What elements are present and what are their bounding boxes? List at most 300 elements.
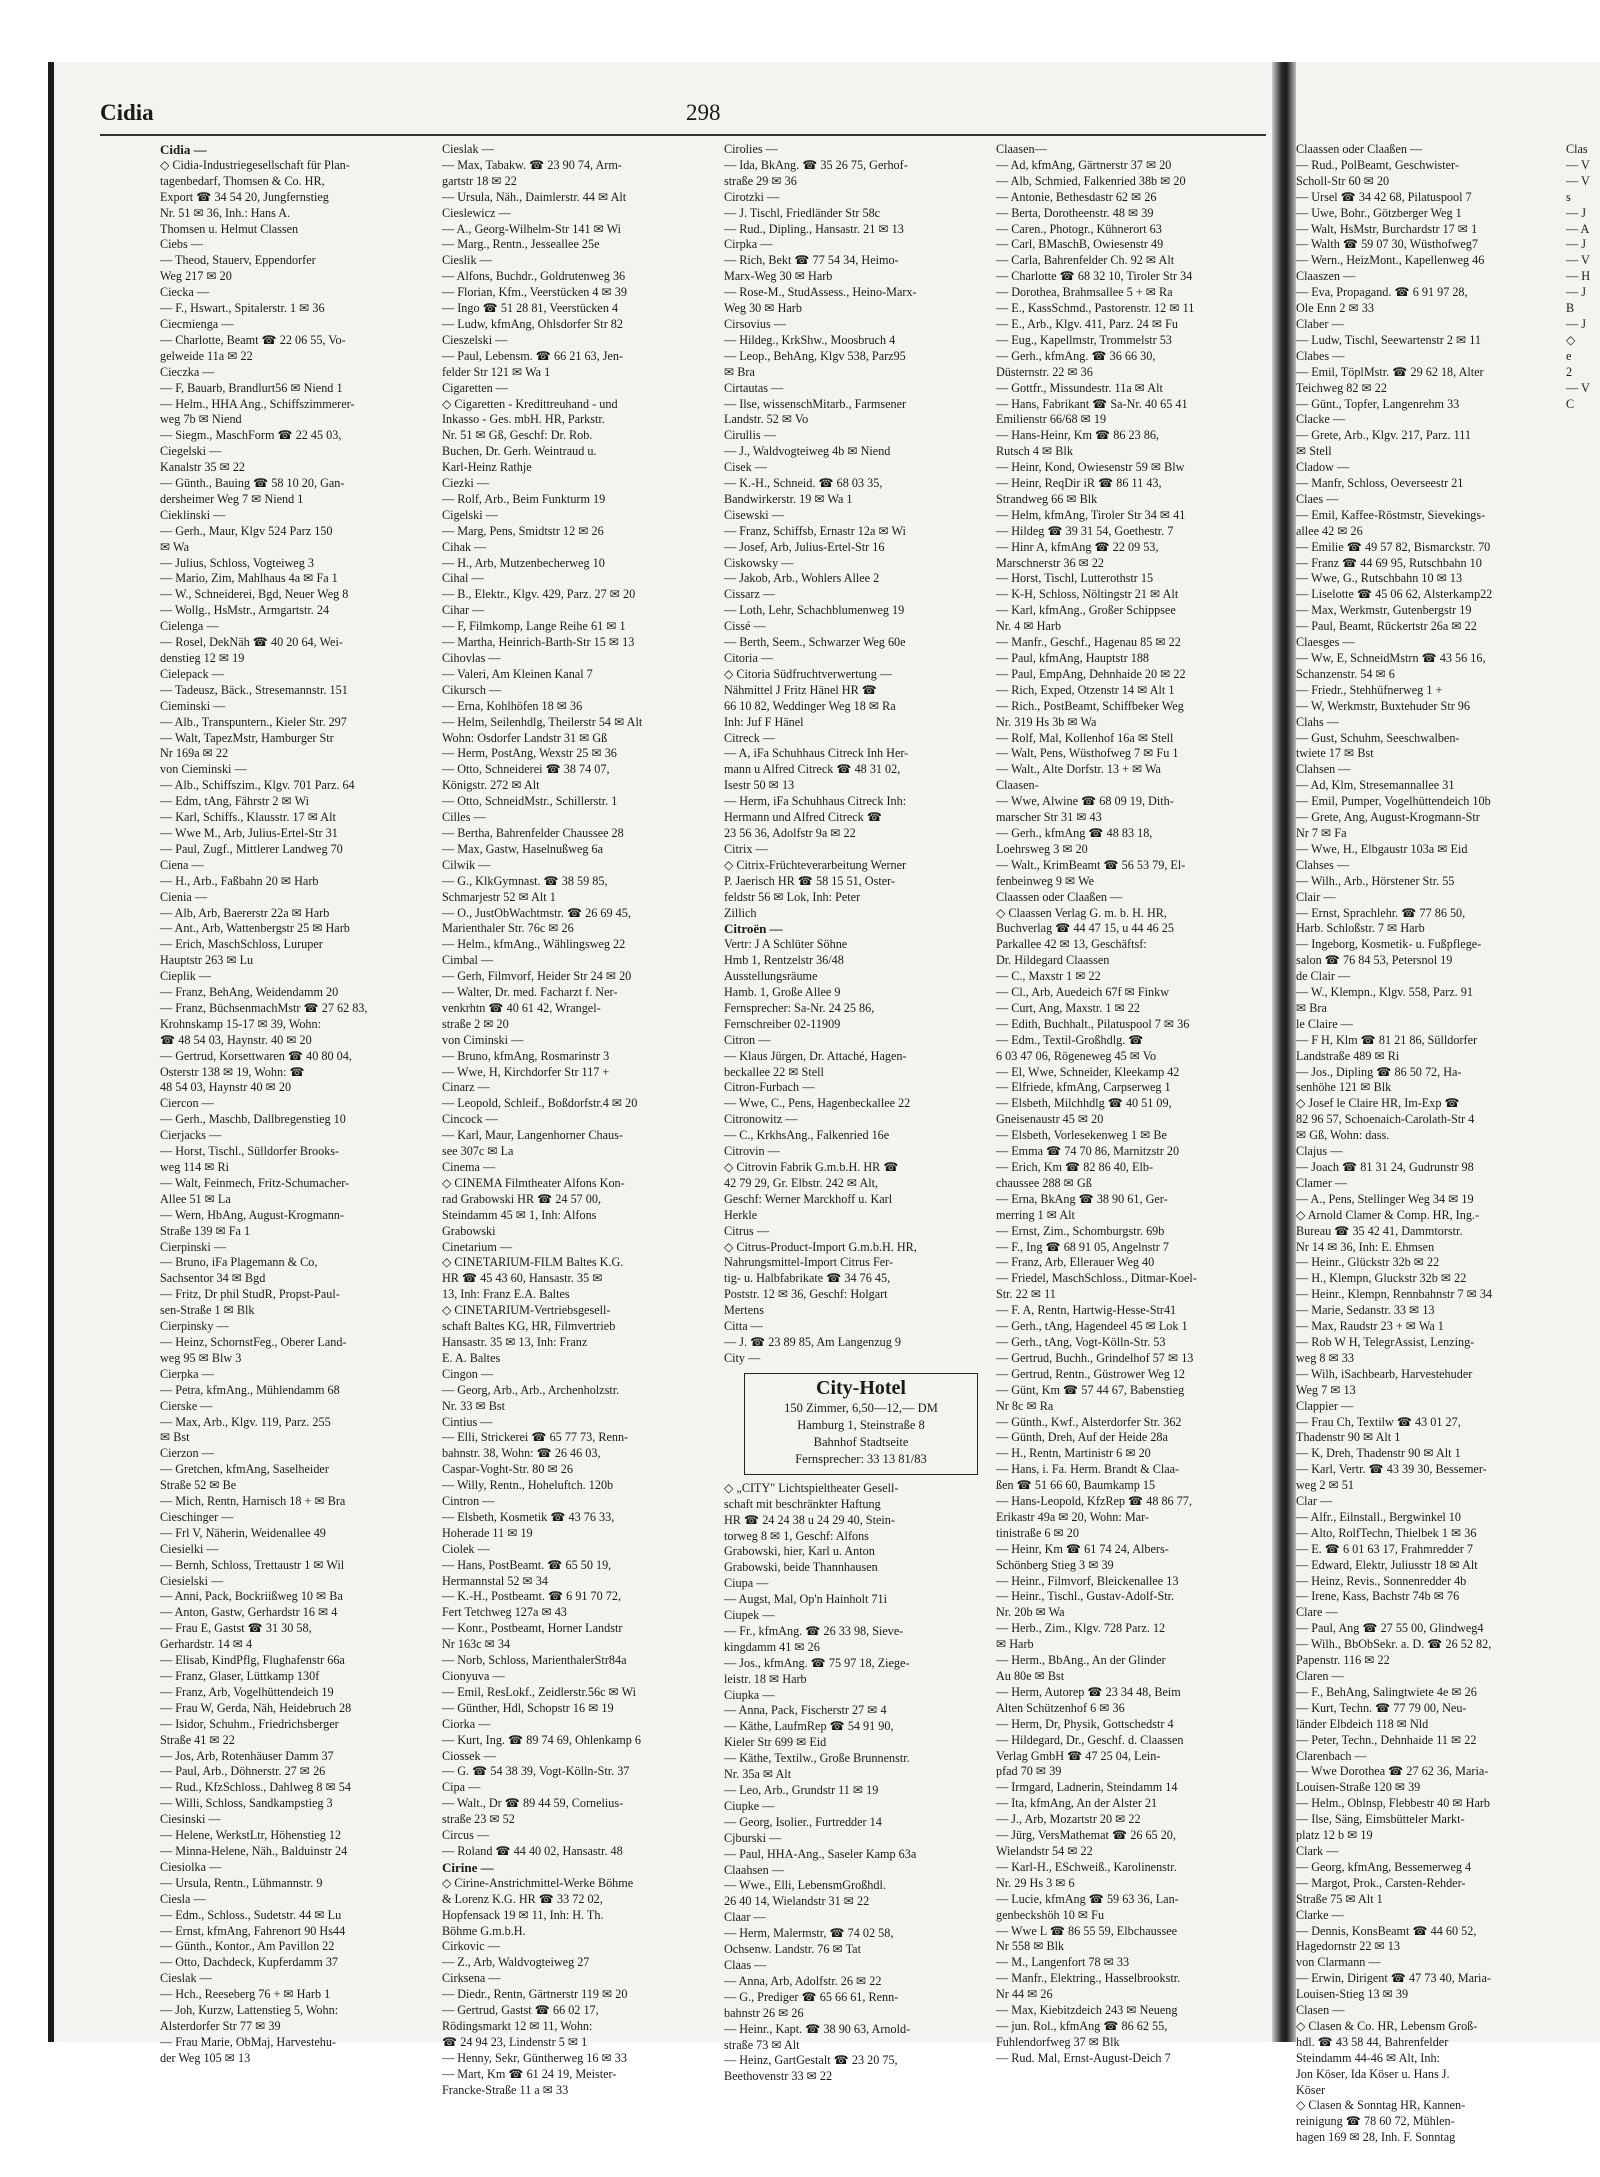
directory-entry-line: Claber — [1296,316,1344,331]
directory-entry-line: — Ernst, kfmAng, Fahrenort 90 Hs44 [160,1923,346,1938]
directory-entry-line: — Franz, BehAng, Weidendamm 20 [160,985,339,1000]
directory-entry-line: — K.-H., Schneid. ☎ 68 03 35, [724,476,883,491]
directory-entry-line: — Jürg, VersMathemat ☎ 26 65 20, [996,1828,1176,1843]
directory-entry-line: Papenstr. 116 ✉ 22 [1296,1653,1390,1668]
directory-entry-line: — Franz ☎ 44 69 95, Rutschbahn 10 [1296,555,1482,570]
directory-entry-line: — Loth, Lehr, Schachblumenweg 19 [724,603,905,618]
directory-entry-line: Cisek — [724,460,767,475]
directory-entry-line: Claes — [1296,491,1339,506]
directory-entry-line: ◇ Cirine-Anstrichmittel-Werke Böhme [442,1875,634,1890]
directory-entry-line: Ciesielki — [160,1541,219,1556]
directory-entry-line: Louisen-Stieg 13 ✉ 39 [1296,1987,1409,2002]
directory-entry-line: Inh: Juf F Hänel [724,714,804,729]
directory-entry-line: bahnstr. 38, Wohn: ☎ 26 46 03, [442,1446,601,1461]
directory-entry-line: — Joh, Kurzw, Lattenstieg 5, Wohn: [160,2003,339,2018]
directory-entry-line: Ciecmienga — [160,316,234,331]
directory-entry-line: allee 42 ✉ 26 [1296,523,1363,538]
directory-entry-line: — Gertrud, Rentn., Güstrower Weg 12 [996,1366,1186,1381]
directory-entry-line: — Heinr., Kapt. ☎ 38 90 63, Arnold- [724,2021,911,2036]
directory-entry-line: — Erich, MaschSchloss, Luruper [160,937,323,952]
directory-entry-line: — Erna, Kohlhöfen 18 ✉ 36 [442,698,583,713]
directory-entry-line: — Karl-H., ESchweiß., Karolinenstr. [996,1859,1177,1874]
directory-entry-line: Clacke — [1296,412,1346,427]
directory-entry-line: — Günth., Kontor., Am Pavillon 22 [160,1939,335,1954]
directory-entry-line: — Grete, Arb., Klgv. 217, Parz. 111 [1296,428,1471,443]
directory-entry-line: — Marg., Rentn., Jesseallee 25e [442,237,600,252]
directory-entry-line: weg 8 ✉ 33 [1296,1350,1354,1365]
directory-entry-line: Beethovenstr 33 ✉ 22 [724,2069,833,2084]
directory-entry-line: — Otto, Dachdeck, Kupferdamm 37 [160,1955,339,1970]
directory-entry-line: — Günth., Kwf., Alsterdorfer Str. 362 [996,1414,1182,1429]
directory-entry-line: Nr 558 ✉ Blk [996,1939,1065,1954]
directory-entry-line: von Cieminski — [160,762,247,777]
directory-entry-line: chaussee 288 ✉ Gß [996,1175,1092,1190]
directory-entry-line: — Walt, Feinmech, Fritz-Schumacher- [160,1175,350,1190]
directory-entry-line: ☎ 24 94 23, Lindenstr 5 ✉ 1 [442,2034,588,2049]
directory-entry-line: — Wwe, H., Elbgaustr 103a ✉ Eid [1296,841,1468,856]
directory-entry-line: — Heinr., Glückstr 32b ✉ 22 [1296,1255,1440,1270]
directory-entry-line: Ciecka — [160,285,210,300]
directory-entry-line: — Frau E, Gastst ☎ 31 30 58, [160,1621,312,1636]
directory-entry-line: — K, Dreh, Thadenstr 90 ✉ Alt 1 [1296,1446,1461,1461]
directory-entry-line: — W, Werkmstr, Buxtehuder Str 96 [1296,698,1470,713]
directory-entry-line: — Tadeusz, Bäck., Stresemannstr. 151 [160,682,348,697]
directory-entry-line: Ciupka — [724,1687,775,1702]
directory-entry-line: de Clair — [1296,969,1351,984]
directory-entry-line: Schönberg Stieg 3 ✉ 39 [996,1557,1114,1572]
directory-entry-line: — H., Arb, Mutzenbecherweg 10 [442,555,605,570]
directory-entry-line: Cieslewicz — [442,205,511,220]
directory-entry-line: — Helm., HHA Ang., Schiffszimmerer- [160,396,355,411]
directory-entry-line: — Cl., Arb, Auedeich 67f ✉ Finkw [996,985,1170,1000]
directory-entry-line: — Paul, Lebensm. ☎ 66 21 63, Jen- [442,348,624,363]
directory-entry-line: — Willi, Schloss, Sandkampstieg 3 [160,1796,333,1811]
ad-line: 150 Zimmer, 6,50—12,— DM [784,1400,938,1415]
directory-entry-line: Loehrsweg 3 ✉ 20 [996,841,1088,856]
directory-entry-line: Ciskowsky — [724,555,794,570]
directory-entry-line: Ciupek — [724,1608,775,1623]
directory-entry-line: — Franz, Arb, Vogelhüttendeich 19 [160,1684,334,1699]
directory-entry-line: — Rolf, Arb., Beim Funkturm 19 [442,491,606,506]
directory-entry-line: — Roland ☎ 44 40 02, Hansastr. 48 [442,1843,623,1858]
directory-entry-line: Cieplik — [160,969,212,984]
directory-entry-line: Köser [1296,2082,1326,2097]
directory-entry-line: — Dennis, KonsBeamt ☎ 44 60 52, [1296,1923,1477,1938]
directory-entry-line: Cieschinger — [160,1509,234,1524]
directory-entry-line: Marschnerstr 36 ✉ 22 [996,555,1105,570]
directory-entry-line: Krohnskamp 15-17 ✉ 39, Wohn: [160,1016,322,1031]
directory-entry-line: — Irmgard, Ladnerin, Steindamm 14 [996,1780,1178,1795]
directory-entry-line: — K.-H., Postbeamt. ☎ 6 91 70 72, [442,1589,622,1604]
directory-entry-line: Ciupke — [724,1798,775,1813]
directory-entry-line: Cierpinsky — [160,1319,229,1334]
directory-entry-line: straße 29 ✉ 36 [724,173,797,188]
directory-entry-line: — Herb., Zim., Klgv. 728 Parz. 12 [996,1621,1166,1636]
directory-entry-line: Straße 75 ✉ Alt 1 [1296,1891,1383,1906]
directory-entry-line: Cikursch — [442,682,502,697]
page-left-border [48,62,54,2042]
directory-entry-line: — Franz, Arb, Ellerauer Weg 40 [996,1255,1155,1270]
directory-entry-line: — Wern., HeizMont., Kapellenweg 46 [1296,253,1485,268]
directory-entry-line: Cierpka — [160,1366,214,1381]
directory-entry-line: — Bruno, kfmAng, Rosmarinstr 3 [442,1048,610,1063]
directory-entry-line: — Uwe, Bohr., Götzberger Weg 1 [1296,205,1462,220]
directory-entry-line: — Max, Gastw, Haselnußweg 6a [442,841,603,856]
directory-entry-line: ◇ Josef le Claire HR, Im-Exp ☎ [1296,1096,1460,1111]
directory-entry-line: ßen ☎ 51 66 60, Baumkamp 15 [996,1478,1156,1493]
directory-entry-line: — Ludw, Tischl, Seewartenstr 2 ✉ 11 [1296,332,1482,347]
directory-entry-line: Geschf: Werner Marckhoff u. Karl [724,1191,893,1206]
directory-entry-line: Clarenbach — [1296,1748,1367,1763]
directory-entry-line: — C., KrkhsAng., Falkenried 16e [724,1128,890,1143]
directory-entry-line: Düsternstr. 22 ✉ 36 [996,364,1093,379]
directory-entry-line: 13, Inh: Franz E.A. Baltes [442,1287,570,1302]
directory-entry-line: — Karl, Schiffs., Klausstr. 17 ✉ Alt [160,810,336,825]
directory-entry-line: — Emil, Kaffee-Röstmstr, Sievekings- [1296,507,1486,522]
directory-entry-line: — Paul, Beamt, Rückertstr 26a ✉ 22 [1296,619,1477,634]
directory-entry-line: — Rich., PostBeamt, Schiffbeker Weg [996,698,1184,713]
directory-entry-line: Cirine — [442,1859,494,1875]
directory-entry-line: Claaszen — [1296,269,1356,284]
directory-entry-line: — G., KlkGymnast. ☎ 38 59 85, [442,873,608,888]
directory-entry-line: — Max, Werkmstr, Gutenbergstr 19 [1296,603,1472,618]
directory-entry-line: — V [1566,157,1590,172]
directory-entry-line: 23 56 36, Adolfstr 9a ✉ 22 [724,825,856,840]
directory-entry-line: — Manfr., Geschf., Hagenau 85 ✉ 22 [996,635,1181,650]
directory-entry-line: Zillich [724,905,757,920]
directory-entry-line: gartstr 18 ✉ 22 [442,173,517,188]
directory-entry-line: Ciesielski — [160,1573,224,1588]
directory-entry-line: — Gerh., kfmAng. ☎ 36 66 30, [996,348,1156,363]
directory-entry-line: — Wwe, G., Rutschbahn 10 ✉ 13 [1296,571,1463,586]
directory-entry-line: — Heinr., Filmvorf, Bleickenallee 13 [996,1573,1179,1588]
directory-entry-line: — A., Pens, Stellinger Weg 34 ✉ 19 [1296,1191,1474,1206]
directory-entry-line: — J [1566,285,1586,300]
directory-entry-line: — Emil, ResLokf., Zeidlerstr.56c ✉ Wi [442,1684,636,1699]
directory-entry-line: — Gretchen, kfmAng, Saselheider [160,1462,329,1477]
directory-entry-line: Cimbal — [442,953,494,968]
directory-entry-line: e [1566,348,1572,363]
directory-entry-line: — Georg, Isolier., Furtredder 14 [724,1814,882,1829]
directory-entry-line: Cirullis — [724,428,776,443]
directory-entry-line: — Frau Marie, ObMaj, Harvestehu- [160,2034,336,2049]
directory-entry-line: — Herm, Autorep ☎ 23 34 48, Beim [996,1684,1181,1699]
directory-entry-line: Cirotzki — [724,189,780,204]
directory-entry-line: — Heinr, Km ☎ 61 74 24, Albers- [996,1541,1169,1556]
directory-entry-line: Citron — [724,1032,771,1047]
directory-entry-line: Ciezki — [442,476,490,491]
directory-entry-line: Cirolies — [724,142,778,156]
directory-entry-line: weg 114 ✉ Ri [160,1160,230,1174]
directory-entry-line: salon ☎ 76 84 53, Petersnol 19 [1296,953,1453,968]
directory-entry-line: — Isidor, Schuhm., Friedrichsberger [160,1716,339,1731]
directory-entry-line: straße 23 ✉ 52 [442,1812,515,1827]
directory-entry-line: Claas — [724,1957,767,1972]
directory-entry-line: Karl-Heinz Rathje [442,460,532,475]
directory-entry-line: — Henny, Sekr, Güntherweg 16 ✉ 33 [442,2050,627,2065]
directory-entry-line: — Karl, Maur, Langenhorner Chaus- [442,1128,623,1143]
directory-entry-line: — F H, Klm ☎ 81 21 86, Sülldorfer [1296,1032,1478,1047]
directory-entry-line: — Wilh., BbObSekr. a. D. ☎ 26 52 82, [1296,1637,1492,1652]
directory-entry-line: Nr 169a ✉ 22 [160,746,229,761]
book-gutter [1272,62,1296,2042]
directory-entry-line: Nähmittel J Fritz Hänel HR ☎ [724,682,877,697]
directory-entry-line: Ciena — [160,857,204,872]
directory-entry-line: — Emil, TöplMstr. ☎ 29 62 18, Alter [1296,364,1484,379]
directory-entry-line: Cintron — [442,1494,495,1509]
directory-entry-line: — O., JustObWachtmstr. ☎ 26 69 45, [442,905,631,920]
directory-entry-line: — Paul, Zugf., Mittlerer Landweg 70 [160,841,343,856]
directory-entry-line: ◇ Cigaretten - Kredittreuhand - und [442,396,618,411]
directory-entry-line: ◇ Citrovin Fabrik G.m.b.H. HR ☎ [724,1160,899,1174]
directory-entry-line: — Jos., Dipling ☎ 86 50 72, Ha- [1296,1064,1462,1079]
directory-entry-line: — Heinr, Kond, Owiesenstr 59 ✉ Blw [996,460,1185,475]
directory-entry-line: — Max, Kiebitzdeich 243 ✉ Neueng [996,2003,1178,2018]
directory-entry-line: 66 10 82, Weddinger Weg 18 ✉ Ra [724,698,896,713]
directory-entry-line: E. A. Baltes [442,1350,501,1365]
directory-entry-line: Cirtautas — [724,380,784,395]
directory-entry-line: Au 80e ✉ Bst [996,1669,1065,1683]
directory-entry-line: Clamer — [1296,1175,1348,1190]
directory-entry-line: Cintius — [442,1414,493,1429]
directory-entry-line: Kanalstr 35 ✉ 22 [160,460,246,475]
directory-entry-line: Citroën — [724,921,783,937]
directory-entry-line: — V [1566,380,1590,395]
directory-entry-line: — Alfr., Eilnstall., Bergwinkel 10 [1296,1509,1461,1524]
directory-entry-line: — Lucie, kfmAng ☎ 59 63 36, Lan- [996,1891,1179,1906]
directory-entry-line: — Leo, Arb., Grundstr 11 ✉ 19 [724,1783,879,1797]
ad-line: Hamburg 1, Steinstraße 8 [797,1417,925,1432]
directory-entry-line: — Edward, Elektr, Juliusstr 18 ✉ Alt [1296,1557,1478,1572]
directory-entry-line: Nr. 29 Hs 3 ✉ 6 [996,1875,1075,1890]
directory-column-6-cut-off [1566,142,1600,2002]
directory-entry-line: — Heinz, SchornstFeg., Oberer Land- [160,1334,347,1349]
directory-entry-line: Cihovlas — [442,651,501,665]
directory-entry-line: Claesges — [1296,635,1355,650]
directory-entry-line: ◇ Clasen & Sonntag HR, Kannen- [1296,2098,1466,2113]
directory-entry-line: venkrhtn ☎ 40 61 42, Wrangel- [442,1000,601,1015]
directory-entry-line: ◇ Claassen Verlag G. m. b. H. HR, [996,905,1167,920]
directory-entry-line: schaft Baltes KG, HR, Filmvertrieb [442,1319,616,1334]
directory-entry-line: ◇ CINETARIUM-Vertriebsgesell- [442,1303,611,1318]
directory-entry-line: Citrix — [724,841,768,856]
directory-entry-line: Cirkovic — [442,1939,500,1954]
directory-entry-line: — Gerh., Maschb, Dallbregenstieg 10 [160,1112,346,1127]
directory-entry-line: — Z., Arb, Waldvogteiweg 27 [442,1955,590,1970]
directory-entry-line: — Irene, Kass, Bachstr 74b ✉ 76 [1296,1589,1460,1604]
directory-entry-line: — Florian, Kfm., Veerstücken 4 ✉ 39 [442,285,627,300]
directory-entry-line: — Gertrud, Gastst ☎ 66 02 17, [442,2003,599,2018]
directory-entry-line: — Elsbeth, Milchhdlg ☎ 40 51 09, [996,1096,1172,1111]
directory-entry-line: — J. ☎ 23 89 85, Am Langenzug 9 [724,1334,901,1349]
directory-entry-line: — Gertrud, Korsettwaren ☎ 40 80 04, [160,1048,352,1063]
directory-entry-line: — Günth., Bauing ☎ 58 10 20, Gan- [160,476,345,491]
directory-entry-line: Cionyuva — [442,1669,505,1683]
directory-entry-line: Rutsch 4 ✉ Blk [996,444,1073,459]
directory-entry-line: Ciebs — [160,237,203,252]
directory-entry-line: Clare — [1296,1605,1338,1620]
directory-entry-line: — Wollg., HsMstr., Armgartstr. 24 [160,603,330,618]
directory-entry-line: rad Grabowski HR ☎ 24 57 00, [442,1191,602,1206]
directory-entry-line: — Ita, kfmAng, An der Alster 21 [996,1796,1158,1811]
directory-entry-line: C [1566,396,1575,411]
directory-entry-line: — Ad, kfmAng, Gärtnerstr 37 ✉ 20 [996,157,1172,172]
directory-entry-line: weg 95 ✉ Blw 3 [160,1350,242,1365]
directory-entry-line: — Marie, Sedanstr. 33 ✉ 13 [1296,1303,1435,1318]
directory-entry-line: — F. A, Rentn, Hartwig-Hesse-Str41 [996,1303,1177,1318]
directory-entry-line: — Horst, Tischl., Sülldorfer Brooks- [160,1144,340,1159]
directory-entry-line: — Horst, Tischl, Lutterothstr 15 [996,571,1154,586]
directory-entry-line: kingdamm 41 ✉ 26 [724,1639,820,1654]
directory-entry-line: — Helene, WerkstLtr, Höhenstieg 12 [160,1828,342,1843]
directory-entry-line: — Bruno, iFa Plagemann & Co, [160,1255,318,1270]
directory-entry-line: — Manfr, Schloss, Oeverseestr 21 [1296,476,1464,491]
directory-entry-line: Citta — [724,1319,763,1334]
directory-entry-line: von Clarmann — [1296,1955,1381,1970]
directory-entry-line: Ciercon — [160,1096,214,1111]
directory-entry-line: Strandweg 66 ✉ Blk [996,491,1098,506]
directory-entry-line: Nr. 51 ✉ Gß, Geschf: Dr. Rob. [442,428,593,443]
directory-entry-line: — Mart, Km ☎ 61 24 19, Meister- [442,2066,617,2081]
directory-entry-line: straße 2 ✉ 20 [442,1016,509,1031]
directory-entry-line: Nr 14 ✉ 36, Inh: E. Ehmsen [1296,1239,1435,1254]
directory-entry-line: — Wilh, iSachbearb, Harvestehuder [1296,1366,1473,1381]
directory-entry-line: — J. Tischl, Friedländer Str 58c [724,205,881,220]
directory-entry-line: — Alfons, Buchdr., Goldrutenweg 36 [442,269,626,284]
directory-entry-line: Cjburski — [724,1830,782,1845]
directory-entry-line: — Edm, tAng, Fährstr 2 ✉ Wi [160,794,309,809]
directory-entry-line: — Elli, Strickerei ☎ 65 77 73, Renn- [442,1430,629,1445]
directory-entry-line: — A, iFa Schuhhaus Citreck Inh Her- [724,746,909,761]
directory-entry-line: Citrus — [724,1223,770,1238]
directory-entry-line: Poststr. 12 ✉ 36, Geschf: Holgart [724,1287,888,1302]
directory-entry-line: — H., Arb., Faßbahn 20 ✉ Harb [160,873,319,888]
directory-entry-line: — Alb, Schmied, Falkenried 38b ✉ 20 [996,173,1186,188]
header-rule [100,134,1266,136]
directory-entry-line: — A., Georg-Wilhelm-Str 141 ✉ Wi [442,221,622,236]
directory-entry-line: Cladow — [1296,460,1350,475]
directory-entry-line: Cieminski — [160,698,226,713]
directory-entry-line: — Bernh, Schloss, Trettaustr 1 ✉ Wil [160,1557,345,1572]
directory-entry-line: — Elisab, KindPflg, Flughafenstr 66a [160,1653,345,1668]
directory-entry-line: — Joach ☎ 81 31 24, Gudrunstr 98 [1296,1160,1474,1174]
directory-entry-line: ◇ [1566,332,1576,347]
directory-entry-line: ◇ Citoria Südfruchtverwertung — [724,666,893,681]
directory-entry-line: — Käthe, LaufmRep ☎ 54 91 90, [724,1719,894,1734]
directory-entry-line: ✉ Bra [1296,1000,1327,1015]
directory-entry-line: platz 12 b ✉ 19 [1296,1828,1373,1843]
directory-entry-line: City — [724,1350,761,1365]
directory-entry-line: Cielepack — [160,666,224,681]
directory-entry-line: — Peter, Techn., Dehnhaide 11 ✉ 22 [1296,1732,1477,1747]
directory-entry-line: — Charlotte, Beamt ☎ 22 06 55, Vo- [160,332,346,347]
directory-entry-line: Cirksena — [442,1971,501,1986]
directory-entry-line: Nr. 319 Hs 3b ✉ Wa [996,714,1097,729]
directory-entry-line: — Elsbeth, Vorlesekenweg 1 ✉ Be [996,1128,1167,1143]
directory-entry-line: — Anna, Arb, Adolfstr. 26 ✉ 22 [724,1973,882,1988]
directory-entry-line: — Emil, Pumper, Vogelhüttendeich 10b [1296,794,1491,809]
directory-entry-line: Grabowski, beide Thannhausen [724,1560,878,1575]
directory-entry-line: Clabes — [1296,348,1345,363]
directory-entry-line: ◇ CINEMA Filmtheater Alfons Kon- [442,1175,625,1190]
directory-entry-line: Clajus — [1296,1144,1343,1159]
directory-entry-line: leistr. 18 ✉ Harb [724,1671,807,1686]
directory-entry-line: weg 2 ✉ 51 [1296,1478,1354,1493]
directory-entry-line: — Kurt, Ing. ☎ 89 74 69, Ohlenkamp 6 [442,1732,641,1747]
directory-entry-line: 6 03 47 06, Rögeneweg 45 ✉ Vo [996,1048,1157,1063]
directory-entry-line: Citronowitz — [724,1112,798,1127]
directory-entry-line: — Otto, SchneidMstr., Schillerstr. 1 [442,794,618,809]
directory-entry-line: P. Jaerisch HR ☎ 58 15 51, Oster- [724,873,895,888]
directory-entry-line: — Antonie, Bethesdastr 62 ✉ 26 [996,189,1157,204]
directory-entry-line: — G., Prediger ☎ 65 66 61, Renn- [724,1989,899,2004]
directory-entry-line: Clahsen — [1296,762,1351,777]
directory-entry-line: Clarke — [1296,1907,1344,1922]
directory-entry-line: le Claire — [1296,1016,1353,1031]
directory-entry-line: feldstr 56 ✉ Lok, Inh: Peter [724,889,861,904]
directory-entry-line: Cincock — [442,1112,498,1127]
directory-entry-line: — Heinz, Revis., Sonnenredder 4b [1296,1573,1467,1588]
directory-entry-line: marscher Str 31 ✉ 43 [996,810,1102,825]
directory-entry-line: länder Elbdeich 118 ✉ Nld [1296,1716,1429,1731]
directory-entry-line: — J., Arb, Mozartstr 20 ✉ 22 [996,1812,1141,1827]
directory-entry-line: — H., Klempn, Gluckstr 32b ✉ 22 [1296,1271,1467,1286]
directory-entry-line: — Berta, Dorotheenstr. 48 ✉ 39 [996,205,1154,220]
directory-entry-line: — Heinr., Klempn, Rennbahnstr 7 ✉ 34 [1296,1287,1493,1302]
directory-entry-line: ◇ Cidia-Industriegesellschaft für Plan- [160,157,350,172]
directory-entry-line: — Gust, Schuhm, Seeschwalben- [1296,730,1460,745]
directory-entry-line: Wielandstr 54 ✉ 22 [996,1843,1093,1858]
directory-entry-line: Cidia — [160,142,207,157]
directory-entry-line: schaft mit beschränkter Haftung [724,1496,881,1511]
directory-entry-line: — Rose-M., StudAssess., Heino-Marx- [724,285,917,300]
directory-entry-line: — Gerh., tAng, Vogt-Kölln-Str. 53 [996,1334,1166,1349]
directory-entry-line: — Karl, kfmAng., Großer Schippsee [996,603,1176,618]
directory-entry-line: — Walt, TapezMstr, Hamburger Str [160,730,334,745]
directory-entry-line: — Herm, Malermstr, ☎ 74 02 58, [724,1926,894,1941]
directory-entry-line: — Rud. Mal, Ernst-August-Deich 7 [996,2050,1171,2065]
directory-entry-line: — Mich, Rentn, Harnisch 18 + ✉ Bra [160,1494,346,1509]
directory-entry-line: — Walt, Pens, Wüsthofweg 7 ✉ Fu 1 [996,746,1179,761]
directory-entry-line: Claren — [1296,1669,1344,1683]
directory-entry-line: — Edm., Textil-Großhdlg. ☎ [996,1032,1144,1047]
directory-entry-line: — Ursula, Näh., Daimlerstr. 44 ✉ Alt [442,189,627,204]
directory-entry-line: Straße 52 ✉ Be [160,1478,237,1493]
directory-entry-line: Weg 217 ✉ 20 [160,269,232,284]
directory-entry-line: — Rud., Dipling., Hansastr. 21 ✉ 13 [724,221,904,236]
directory-entry-line: ✉ Harb [996,1637,1034,1652]
directory-entry-line: — V [1566,173,1590,188]
directory-entry-line: Ciolek — [442,1541,490,1556]
directory-entry-line: — Klaus Jürgen, Dr. Attaché, Hagen- [724,1048,907,1063]
directory-entry-line: — H [1566,269,1591,284]
directory-entry-line: Nr. 51 ✉ 36, Inh.: Hans A. [160,205,291,220]
directory-entry-line: Cieczka — [160,364,215,379]
directory-entry-line: — Eva, Propagand. ☎ 6 91 97 28, [1296,285,1468,300]
directory-entry-line: ☎ 48 54 03, Haynstr. 40 ✉ 20 [160,1032,312,1047]
directory-entry-line: — Bertha, Bahrenfelder Chaussee 28 [442,825,624,840]
directory-entry-line: — Käthe, Textilw., Große Brunnenstr. [724,1751,910,1766]
directory-entry-line: B [1566,301,1575,316]
directory-entry-line: gelweide 11a ✉ 22 [160,348,253,363]
directory-entry-line: — Elfriede, kfmAng, Carpserweg 1 [996,1080,1171,1095]
directory-entry-line: — Ww, E, SchneidMstrn ☎ 43 56 16, [1296,651,1486,665]
directory-entry-line: Sachsentor 34 ✉ Bgd [160,1271,266,1286]
directory-entry-line: Cihak — [442,539,487,554]
directory-entry-line: 42 79 29, Gr. Elbstr. 242 ✉ Alt, [724,1175,879,1190]
directory-entry-line: — G. ☎ 54 38 39, Vogt-Kölln-Str. 37 [442,1764,630,1779]
directory-entry-line: straße 73 ✉ Alt [724,2037,800,2052]
